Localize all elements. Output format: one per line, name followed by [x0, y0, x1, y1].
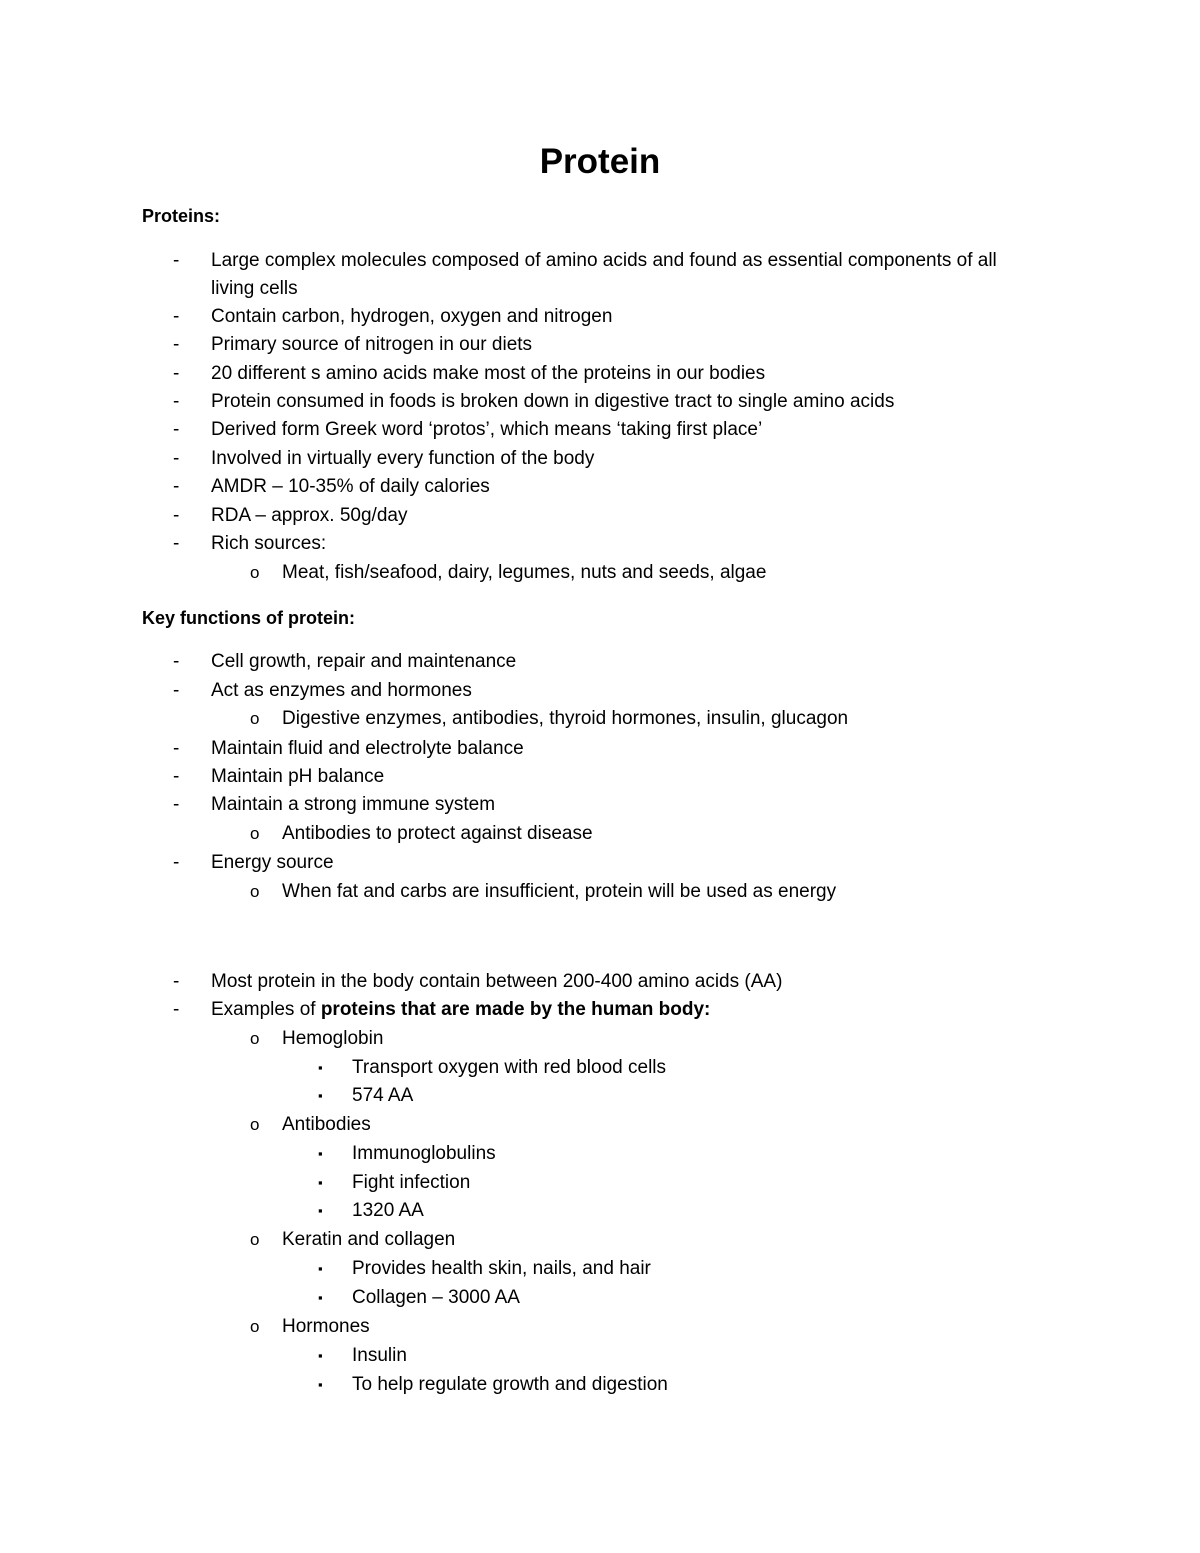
list-item — [0, 648, 1200, 676]
sub-sub-list-item — [0, 1140, 1200, 1168]
sub-list-item — [0, 820, 1200, 848]
circle-bullet: o — [250, 709, 260, 728]
list-item-text: Most protein in the body contain between 200-400 amino acids (AA) — [211, 971, 783, 992]
list-item-text: Maintain pH balance — [211, 766, 385, 787]
dash-bullet: - — [173, 852, 180, 873]
square-bullet: ▪ — [318, 1060, 323, 1075]
dash-bullet: - — [173, 419, 180, 440]
list-item-text-plain: Examples of — [211, 999, 321, 1020]
sub-sub-list-item — [0, 1342, 1200, 1370]
circle-bullet: o — [250, 824, 260, 843]
list-item-text: Derived form Greek word ‘protos’, which means ‘taking first place’ — [211, 419, 763, 440]
list-item — [0, 360, 1200, 388]
dash-bullet: - — [173, 766, 180, 787]
sub-sub-list-item — [0, 1197, 1200, 1225]
dash-bullet: - — [173, 971, 180, 992]
list-item-text: When fat and carbs are insufficient, protein will be used as energy — [282, 881, 837, 902]
sub-list-item — [0, 1025, 1200, 1053]
square-bullet: ▪ — [318, 1290, 323, 1305]
list-item-text: Provides health skin, nails, and hair — [352, 1258, 651, 1279]
square-bullet: ▪ — [318, 1088, 323, 1103]
list-item-text: 1320 AA — [352, 1200, 424, 1221]
list-item — [0, 735, 1200, 763]
list-item — [0, 791, 1200, 819]
list-item-text: Digestive enzymes, antibodies, thyroid hormones, insulin, glucagon — [282, 708, 849, 729]
sub-sub-list-item — [0, 1371, 1200, 1399]
list-item-text: Maintain fluid and electrolyte balance — [211, 738, 524, 759]
list-item-text: 20 different s amino acids make most of the proteins in our bodies — [211, 363, 766, 384]
list-item-text: Insulin — [352, 1345, 407, 1366]
sub-sub-list-item — [0, 1284, 1200, 1312]
dash-bullet: - — [173, 738, 180, 759]
list-item-text: Contain carbon, hydrogen, oxygen and nitrogen — [211, 306, 613, 327]
list-item — [0, 763, 1200, 791]
list-item-text: Immunoglobulins — [352, 1143, 496, 1164]
sub-list-item — [0, 1226, 1200, 1254]
circle-bullet: o — [250, 882, 260, 901]
list-item-text: Involved in virtually every function of the body — [211, 448, 595, 469]
dash-bullet: - — [173, 533, 180, 554]
dash-bullet: - — [173, 505, 180, 526]
sub-list-item — [0, 559, 1200, 587]
sub-sub-list-item — [0, 1169, 1200, 1197]
dash-bullet: - — [173, 391, 180, 412]
list-item — [0, 303, 1200, 331]
sub-list-item — [0, 705, 1200, 733]
list-item-text: Energy source — [211, 852, 334, 873]
list-item-text — [211, 996, 710, 1024]
list-item-text: 574 AA — [352, 1085, 414, 1106]
dash-bullet: - — [173, 306, 180, 327]
circle-bullet: o — [250, 1230, 260, 1249]
list-item-text: Cell growth, repair and maintenance — [211, 651, 517, 672]
list-item-text: Collagen – 3000 AA — [352, 1287, 520, 1308]
sub-list-item — [0, 878, 1200, 906]
list-item — [0, 473, 1200, 501]
list-item-text: Rich sources: — [211, 533, 327, 554]
list-item-text: RDA – approx. 50g/day — [211, 505, 408, 526]
list-item-text: Protein consumed in foods is broken down in digestive tract to single amino acids — [211, 391, 895, 412]
list-item — [0, 445, 1200, 473]
square-bullet: ▪ — [318, 1377, 323, 1392]
list-item — [0, 530, 1200, 558]
list-item-text: To help regulate growth and digestion — [352, 1374, 668, 1395]
list-item-text: Keratin and collagen — [282, 1229, 456, 1250]
circle-bullet: o — [250, 1317, 260, 1336]
section-heading-key-functions: Key functions of protein: — [142, 608, 355, 628]
square-bullet: ▪ — [318, 1203, 323, 1218]
list-item-text: Transport oxygen with red blood cells — [352, 1057, 667, 1078]
square-bullet: ▪ — [318, 1261, 323, 1276]
list-item — [0, 677, 1200, 705]
list-item — [0, 502, 1200, 530]
list-item — [0, 996, 1200, 1024]
dash-bullet: - — [173, 250, 180, 271]
list-item-text: living cells — [211, 278, 298, 299]
dash-bullet: - — [173, 363, 180, 384]
dash-bullet: - — [173, 334, 180, 355]
list-item-text: Hormones — [282, 1316, 370, 1337]
list-item-text-bold: proteins that are made by the human body: — [320, 999, 711, 1020]
dash-bullet: - — [173, 651, 180, 672]
sub-sub-list-item — [0, 1082, 1200, 1110]
square-bullet: ▪ — [318, 1348, 323, 1363]
dash-bullet: - — [173, 680, 180, 701]
sub-list-item — [0, 1313, 1200, 1341]
list-item-text: Maintain a strong immune system — [211, 794, 496, 815]
list-item — [0, 331, 1200, 359]
sub-list-item — [0, 1111, 1200, 1139]
circle-bullet: o — [250, 1115, 260, 1134]
list-item-text: Antibodies to protect against disease — [282, 823, 593, 844]
list-item-text: Antibodies — [282, 1114, 371, 1135]
list-item-text: Hemoglobin — [282, 1028, 384, 1049]
list-item — [0, 968, 1200, 996]
sub-sub-list-item — [0, 1255, 1200, 1283]
list-item-text: Meat, fish/seafood, dairy, legumes, nuts and seeds, algae — [282, 562, 767, 583]
list-item — [0, 416, 1200, 444]
section-heading-proteins: Proteins: — [142, 206, 221, 226]
list-item-text: Fight infection — [352, 1172, 471, 1193]
sub-sub-list-item — [0, 1054, 1200, 1082]
list-item-text: Primary source of nitrogen in our diets — [211, 334, 533, 355]
list-item — [0, 388, 1200, 416]
list-item — [0, 247, 1200, 275]
dash-bullet: - — [173, 999, 180, 1020]
dash-bullet: - — [173, 794, 180, 815]
circle-bullet: o — [250, 1029, 260, 1048]
list-item — [0, 849, 1200, 877]
square-bullet: ▪ — [318, 1175, 323, 1190]
list-item-text: Act as enzymes and hormones — [211, 680, 472, 701]
list-item-text: AMDR – 10-35% of daily calories — [211, 476, 490, 497]
page-title: Protein — [539, 142, 661, 181]
dash-bullet: - — [173, 448, 180, 469]
list-item-text: Large complex molecules composed of amino acids and found as essential components of all — [211, 250, 997, 271]
square-bullet: ▪ — [318, 1146, 323, 1161]
list-item-continuation — [0, 275, 1200, 303]
circle-bullet: o — [250, 563, 260, 582]
dash-bullet: - — [173, 476, 180, 497]
